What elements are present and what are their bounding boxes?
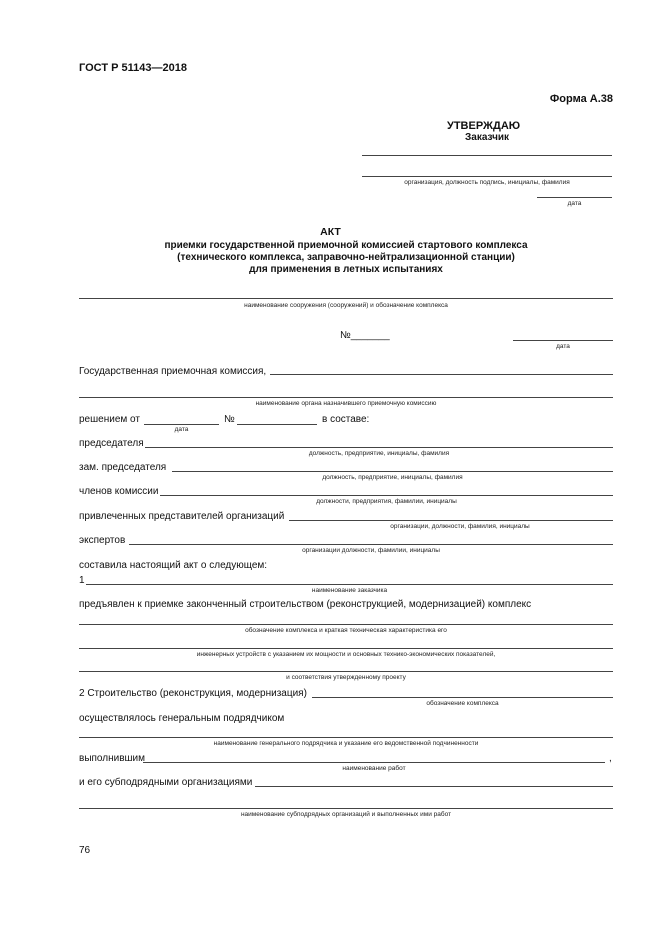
approve-sign-caption: организация, должность подпись, инициалы, фамилия	[404, 179, 570, 186]
act-title-line-3: для применения в летных испытаниях	[249, 264, 443, 275]
contractor-caption: наименование генерального подрядчика и указание его ведомственной подчиненности	[213, 740, 479, 747]
members-line[interactable]	[160, 495, 613, 496]
experts-label: экспертов	[79, 535, 126, 546]
subcontractors-line-2[interactable]	[79, 808, 613, 809]
experts-line[interactable]	[129, 544, 613, 545]
item-2-line[interactable]	[312, 697, 613, 698]
object-caption: наименование сооружения (сооружений) и обозначение комплекса	[244, 302, 448, 309]
representatives-caption: организации, должности, фамилия, инициалы	[390, 523, 530, 530]
decision-date-caption: дата	[174, 426, 189, 433]
works-caption: наименование работ	[342, 765, 406, 772]
commission-line-1[interactable]	[270, 374, 613, 375]
performed-comma: ,	[609, 753, 612, 764]
act-title-line-1: приемки государственной приемочной комиссией стартового комплекса	[164, 240, 528, 251]
customer-line[interactable]	[86, 584, 613, 585]
page-number: 76	[79, 845, 91, 856]
object-line[interactable]	[79, 298, 613, 299]
decision-date-line[interactable]	[144, 424, 219, 425]
chairman-caption: должность, предприятие, инициалы, фамилия	[308, 450, 450, 457]
commission-line-2[interactable]	[79, 397, 613, 398]
presented-label: предъявлен к приемке законченный строительством (реконструкцией, модернизацией) комплекс	[79, 599, 532, 610]
item-1-number: 1	[79, 575, 85, 586]
general-contractor-line[interactable]	[79, 737, 613, 738]
approve-date-caption: дата	[567, 200, 582, 207]
project-line[interactable]	[79, 671, 613, 672]
act-title: АКТ	[320, 226, 341, 238]
general-contractor-label: осуществлялось генеральным подрядчиком	[79, 713, 285, 724]
members-caption: должности, предприятия, фамилии, инициалы	[316, 498, 457, 505]
act-title-line-2: (технического комплекса, заправочно-нейтрализационной станции)	[177, 252, 515, 263]
chairman-line[interactable]	[145, 447, 613, 448]
deputy-line[interactable]	[172, 471, 613, 472]
approve-title: УТВЕРЖДАЮ	[447, 120, 521, 132]
item-2-label: 2 Строительство (реконструкция, модернизация)	[79, 688, 307, 699]
complex-line[interactable]	[79, 624, 613, 625]
decision-from-label: решением от	[79, 414, 140, 425]
approve-line-1[interactable]	[362, 155, 612, 156]
organ-caption: наименование органа назначившего приемочную комиссию	[255, 400, 437, 407]
engineering-caption: инженерных устройств с указанием их мощности и основных технико-экономических показателей,	[196, 651, 496, 658]
subcontractors-caption: наименование субподрядных организаций и выполненных ими работ	[240, 811, 452, 818]
subcontractors-label: и его субподрядными организациями	[79, 777, 253, 788]
form-number: Форма А.38	[549, 93, 613, 105]
experts-caption: организации должности, фамилии, инициалы	[302, 547, 440, 554]
members-label: членов комиссии	[79, 486, 159, 497]
act-date-line[interactable]	[513, 340, 613, 341]
representatives-line[interactable]	[289, 520, 613, 521]
approve-date-line[interactable]	[537, 197, 612, 198]
act-date-caption: дата	[556, 343, 570, 350]
approve-subtitle: Заказчик	[465, 132, 510, 143]
complex-caption: обозначение комплекса и краткая техническая характеристика его	[245, 627, 447, 634]
approve-line-2[interactable]	[362, 176, 612, 177]
complex-id-caption: обозначение комплекса	[426, 700, 499, 707]
chairman-label: председателя	[79, 438, 144, 449]
standard-number: ГОСТ Р 51143—2018	[79, 62, 187, 74]
composition-label: в составе:	[322, 414, 370, 425]
customer-caption: наименование заказчика	[311, 587, 388, 594]
deputy-label: зам. председателя	[79, 462, 167, 473]
performed-label: выполнившим	[79, 753, 145, 764]
engineering-line[interactable]	[79, 648, 613, 649]
representatives-label: привлеченных представителей организаций	[79, 511, 285, 522]
deputy-caption: должность, предприятие, инициалы, фамилия	[322, 474, 463, 481]
commission-label: Государственная приемочная комиссия,	[79, 366, 267, 377]
subcontractors-line-1[interactable]	[255, 786, 613, 787]
performed-line[interactable]	[143, 762, 605, 763]
compiled-label: составила настоящий акт о следующем:	[79, 560, 268, 571]
decision-no-label: №	[224, 414, 235, 425]
decision-no-line[interactable]	[237, 424, 317, 425]
act-number[interactable]: №_______	[340, 330, 390, 341]
project-caption: и соответствия утвержденному проекту	[286, 674, 406, 681]
